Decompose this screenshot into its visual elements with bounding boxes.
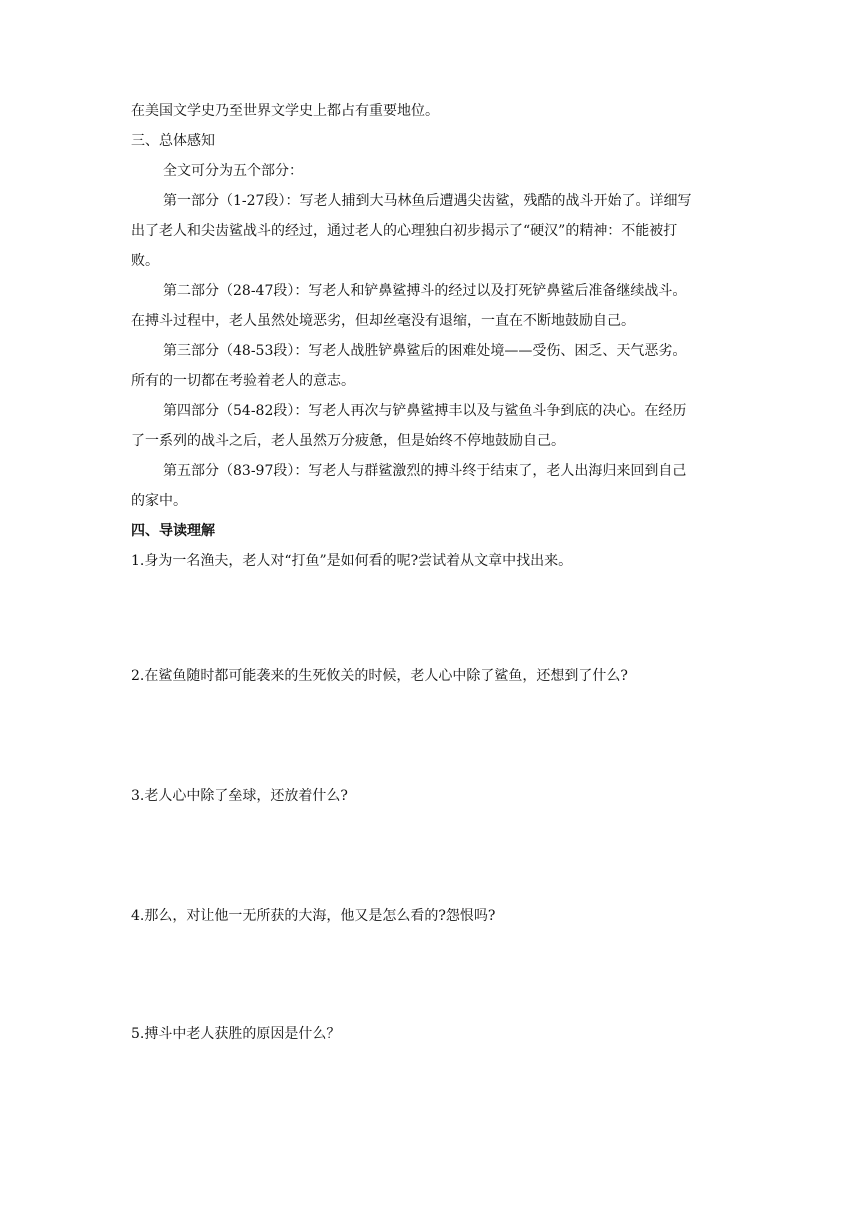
- question-3: 3.老人心中除了垒球，还放着什么?: [131, 788, 348, 804]
- question-2: 2.在鲨鱼随时都可能袭来的生死攸关的时候，老人心中除了鲨鱼，还想到了什么?: [131, 668, 628, 684]
- question-4: 4.那么，对让他一无所获的大海，他又是怎么看的?怨恨吗?: [131, 908, 496, 924]
- intro-tail-text: 在美国文学史乃至世界文学史上都占有重要地位。: [131, 103, 439, 119]
- part-5-line-2: 的家中。: [131, 493, 187, 509]
- part-2-line-2: 在搏斗过程中，老人虽然处境恶劣，但却丝毫没有退缩，一直在不断地鼓励自己。: [131, 313, 635, 329]
- part-5-line-1: 第五部分（83-97段）：写老人与群鲨激烈的搏斗终于结束了，老人出海归来回到自己: [163, 463, 687, 479]
- part-4-line-1: 第四部分（54-82段）：写老人再次与铲鼻鲨搏丰以及与鲨鱼斗争到底的决心。在经历: [163, 403, 687, 419]
- section-3-heading: 三、总体感知: [131, 133, 215, 149]
- part-1-line-1: 第一部分（1-27段）：写老人捕到大马林鱼后遭遇尖齿鲨，残酷的战斗开始了。详细写: [163, 193, 692, 209]
- part-1-line-3: 败。: [131, 253, 159, 269]
- question-1: 1.身为一名渔夫，老人对“打鱼”是如何看的呢?尝试着从文章中找出来。: [131, 553, 573, 569]
- part-3-line-1: 第三部分（48-53段）：写老人战胜铲鼻鲨后的困难处境——受伤、困乏、天气恶劣。: [163, 343, 687, 359]
- part-4-line-2: 了一系列的战斗之后，老人虽然万分疲惫，但是始终不停地鼓励自己。: [131, 433, 565, 449]
- section-4-heading: 四、导读理解: [131, 523, 215, 539]
- part-2-line-1: 第二部分（28-47段）：写老人和铲鼻鲨搏斗的经过以及打死铲鼻鲨后准备继续战斗。: [163, 283, 687, 299]
- question-5: 5.搏斗中老人获胜的原因是什么？: [131, 1026, 341, 1042]
- section-3-intro: 全文可分为五个部分：: [163, 163, 303, 179]
- part-1-line-2: 出了老人和尖齿鲨战斗的经过，通过老人的心理独白初步揭示了“硬汉”的精神：不能被打: [131, 223, 678, 239]
- part-3-line-2: 所有的一切都在考验着老人的意志。: [131, 373, 355, 389]
